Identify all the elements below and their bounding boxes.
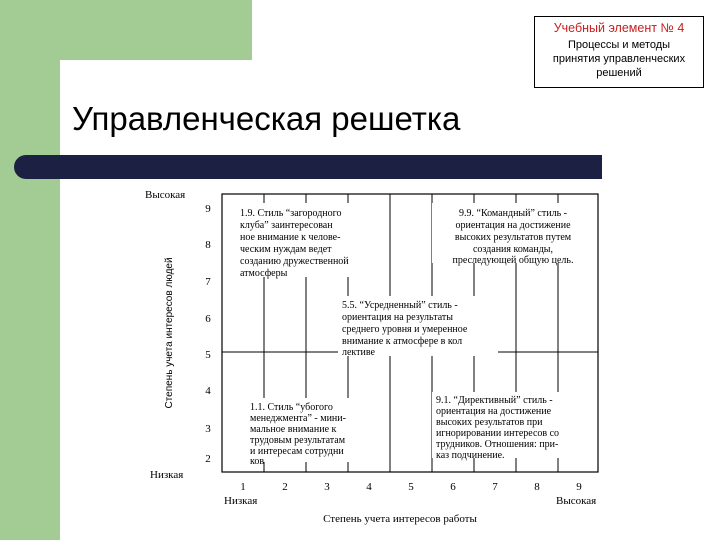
y-tick: 2 bbox=[205, 453, 211, 465]
style-9-9-text: преследующей общую цель. bbox=[452, 255, 574, 266]
y-tick: 3 bbox=[205, 423, 211, 435]
style-1-9-text: клуба” заинтересован bbox=[240, 220, 333, 231]
y-high-label: Высокая bbox=[145, 189, 186, 201]
style-5-5-text: внимание к атмосфере в кол bbox=[342, 336, 463, 347]
slide-title: Управленческая решетка bbox=[72, 100, 461, 137]
style-1-1-text: менеджмента” - мини- bbox=[250, 413, 346, 424]
style-1-1-text: и интересам сотрудни bbox=[250, 446, 344, 457]
style-9-9-text: создания команды, bbox=[472, 244, 554, 255]
element-line: Процессы и методы bbox=[567, 39, 671, 51]
x-axis-title: Степень учета интересов работы bbox=[323, 513, 477, 525]
x-tick: 8 bbox=[534, 481, 540, 493]
element-line: принятия управленческих bbox=[552, 53, 686, 65]
style-1-1-text: ков bbox=[250, 456, 265, 467]
style-9-9-text: высоких результатов путем bbox=[454, 232, 572, 243]
x-tick: 3 bbox=[324, 481, 330, 493]
y-tick: 6 bbox=[205, 313, 211, 325]
x-high-label: Высокая bbox=[556, 495, 597, 507]
style-9-9-text: 9.9. “Командный” стиль - bbox=[459, 208, 567, 219]
x-tick: 5 bbox=[408, 481, 414, 493]
style-1-9-text: 1.9. Стиль “загородного bbox=[240, 208, 342, 219]
y-tick: 4 bbox=[205, 385, 211, 397]
style-9-9-text: ориентация на достижение bbox=[455, 220, 571, 231]
style-9-1-text: трудников. Отношения: при- bbox=[436, 439, 559, 450]
x-tick: 7 bbox=[492, 481, 498, 493]
style-5-5-text: среднего уровня и умеренное bbox=[342, 324, 468, 335]
x-tick: 2 bbox=[282, 481, 288, 493]
x-tick: 1 bbox=[240, 481, 246, 493]
element-line: решений bbox=[596, 67, 642, 79]
style-1-9-text: ческим нуждам ведет bbox=[240, 244, 332, 255]
style-9-1-text: 9.1. “Директивный” стиль - bbox=[436, 395, 553, 406]
style-1-9-text: атмосферы bbox=[240, 268, 288, 279]
x-tick: 9 bbox=[576, 481, 582, 493]
y-tick: 9 bbox=[205, 203, 211, 215]
style-5-5-text: 5.5. “Усредненный” стиль - bbox=[342, 300, 458, 311]
style-9-1-text: игнорировании интересов со bbox=[436, 428, 560, 439]
y-tick: 5 bbox=[205, 349, 211, 361]
x-tick: 4 bbox=[366, 481, 372, 493]
y-axis-title: Степень учета интересов людей bbox=[164, 257, 175, 409]
style-1-1-text: мальное внимание к bbox=[250, 424, 337, 435]
style-5-5-text: лективе bbox=[342, 347, 375, 358]
style-9-1-text: каз подчинение. bbox=[436, 450, 505, 461]
style-1-9-text: созданию дружественной bbox=[240, 256, 349, 267]
style-9-1-text: высоких результатов при bbox=[436, 417, 543, 428]
y-tick: 7 bbox=[205, 276, 211, 288]
style-1-1-text: 1.1. Стиль “убогого bbox=[250, 402, 333, 413]
x-tick: 6 bbox=[450, 481, 456, 493]
y-low-label: Низкая bbox=[150, 469, 184, 481]
element-heading: Учебный элемент № 4 bbox=[553, 21, 685, 35]
style-9-1-text: ориентация на достижение bbox=[436, 406, 552, 417]
x-low-label: Низкая bbox=[224, 495, 258, 507]
style-1-1-text: трудовым результатам bbox=[250, 435, 346, 446]
style-5-5-text: ориентация на результаты bbox=[342, 312, 453, 323]
y-tick: 8 bbox=[205, 239, 211, 251]
style-1-9-text: ное внимание к челове- bbox=[240, 232, 341, 243]
